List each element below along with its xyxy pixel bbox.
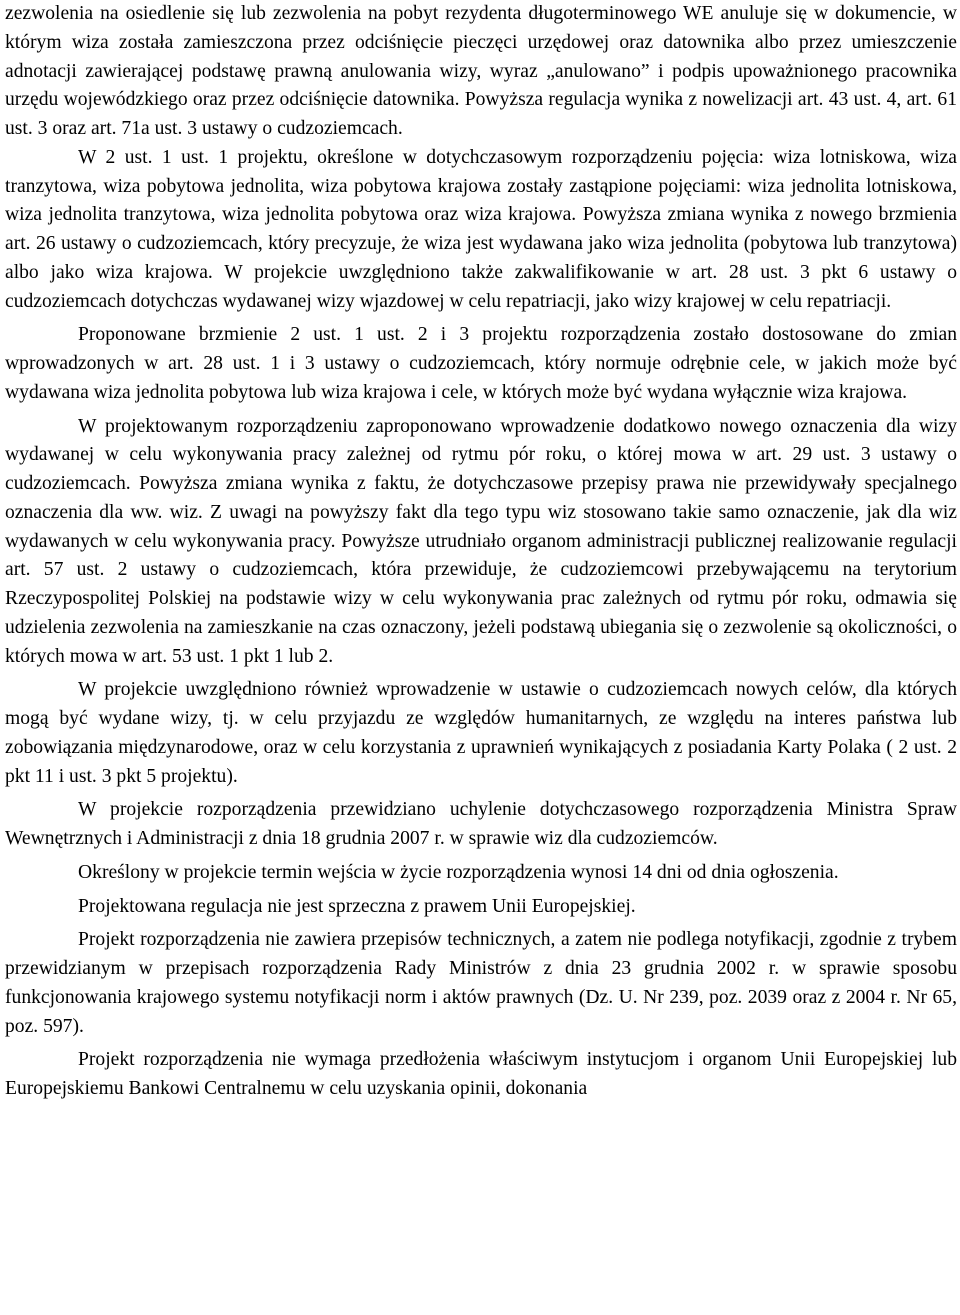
- paragraph-new-visa-purposes: W projekcie uwzględniono również wprowadzenie w ustawie o cudzoziemcach nowych celów, dla których mogą być wydane wizy, tj. w celu przyjazdu ze względów humanitarnych, ze względu na interes państwa lub zobowiązania międzynarodowe, oraz w celu korzystania z uprawnień wynikających z posiadania Karty Polaka ( 2 ust. 2 pkt 11 i ust. 3 pkt 5 projektu).: [5, 679, 957, 787]
- paragraph-visa-cancellation: zezwolenia na osiedlenie się lub zezwolenia na pobyt rezydenta długoterminowego WE anuluje się w dokumencie, w którym wiza została zamieszczona przez odciśnięcie pieczęci urzędowej oraz datownika albo przez umieszczenie adnotacji zawierającej podstawę prawną anulowania wizy, wyraz „anulowano” i podpis upoważnionego pracownika urzędu wojewódzkiego oraz przez odciśnięcie datownika. Powyższa regulacja wynika z nowelizacji art. 43 ust. 4, art. 61 ust. 3 oraz art. 71a ust. 3 ustawy o cudzoziemcach.: [5, 3, 957, 139]
- paragraph-seasonal-work-visa: W projektowanym rozporządzeniu zaproponowano wprowadzenie dodatkowo nowego oznaczenia dla wizy wydawanej w celu wykonywania pracy zależnej od rytmu pór roku, o której mowa w art. 29 ust. 3 ustawy o cudzoziemcach. Powyższa zmiana wynika z faktu, że dotychczasowe przepisy prawa nie przewidywały specjalnego oznaczenia dla ww. wiz. Z uwagi na powyższy fakt dla tego typu wiz stosowano takie samo oznaczenie, jak dla wiz wydawanych w celu wykonywania pracy. Powyższe utrudniało organom administracji publicznej realizowanie regulacji art. 57 ust. 2 ustawy o cudzoziemcach, która przewiduje, że cudzoziemcowi przebywającemu na terytorium Rzeczypospolitej Polskiej na podstawie wizy w celu wykonywania prac zależnych od rytmu pór roku, odmawia się udzielenia zezwolenia na zamieszkanie na czas oznaczony, jeżeli podstawą ubiegania się o zezwolenie są okoliczności, o których mowa w art. 53 ust. 1 pkt 1 lub 2.: [5, 415, 957, 667]
- paragraph-ecb-opinion: Projekt rozporządzenia nie wymaga przedłożenia właściwym instytucjom i organom Unii Europejskiej lub Europejskiemu Bankowi Centralnemu w celu uzyskania opinii, dokonania: [5, 1049, 957, 1099]
- paragraph-eu-compatibility: Projektowana regulacja nie jest sprzeczna z prawem Unii Europejskiej.: [78, 895, 636, 917]
- paragraph-notification: Projekt rozporządzenia nie zawiera przepisów technicznych, a zatem nie podlega notyfikacji, zgodnie z trybem przewidzianym w przepisach rozporządzenia Rady Ministrów z dnia 23 grudnia 2002 r. w sprawie sposobu funkcjonowania krajowego systemu notyfikacji norm i aktów prawnych (Dz. U. Nr 239, poz. 2039 oraz z 2004 r. Nr 65, poz. 597).: [5, 929, 957, 1037]
- paragraph-visa-terms: W 2 ust. 1 ust. 1 projektu, określone w dotychczasowym rozporządzeniu pojęcia: wiza lotniskowa, wiza tranzytowa, wiza pobytowa jednolita, wiza pobytowa krajowa zostały zastąpione pojęciami: wiza jednolita lotniskowa, wiza jednolita tranzytowa, wiza jednolita pobytowa oraz wiza krajowa. Powyższa zmiana wynika z nowego brzmienia art. 26 ustawy o cudzoziemcach, który precyzuje, że wiza jest wydawana jako wiza jednolita (pobytowa lub tranzytowa) albo jako wiza krajowa. W projekcie uwzględniono także zakwalifikowanie w art. 28 ust. 3 pkt 6 ustawy o cudzoziemcach dotychczas wydawanej wizy wjazdowej w celu repatriacji, jako wizy krajowej w celu repatriacji.: [5, 146, 957, 312]
- paragraph-proposed-wording: Proponowane brzmienie 2 ust. 1 ust. 2 i 3 projektu rozporządzenia zostało dostosowane do zmian wprowadzonych w art. 28 ust. 1 i 3 ustawy o cudzoziemcach, który normuje odrębnie cele, w jakich może być wydawana wiza jednolita pobytowa lub wiza krajowa i cele, w których może być wydana wyłącznie wiza krajowa.: [5, 324, 957, 403]
- paragraph-repeal: W projekcie rozporządzenia przewidziano uchylenie dotychczasowego rozporządzenia Ministra Spraw Wewnętrznych i Administracji z dnia 18 grudnia 2007 r. w sprawie wiz dla cudzoziemców.: [5, 799, 957, 849]
- paragraph-entry-into-force: Określony w projekcie termin wejścia w życie rozporządzenia wynosi 14 dni od dnia ogłoszenia.: [78, 861, 839, 883]
